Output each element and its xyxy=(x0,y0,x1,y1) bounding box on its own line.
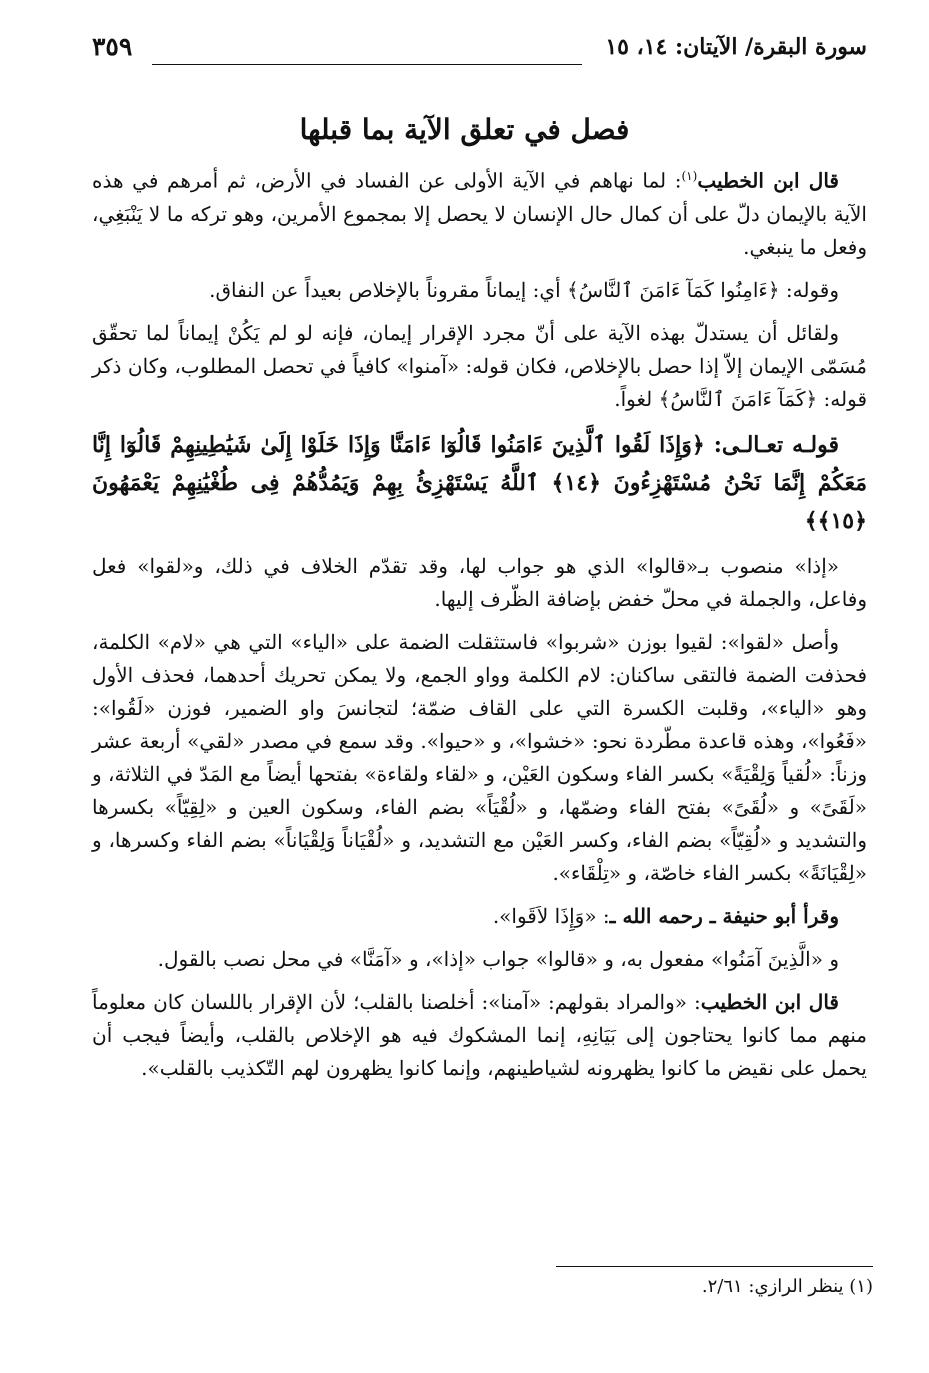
page-header xyxy=(92,30,867,70)
header-rule xyxy=(152,64,582,65)
speaker: قال ابن الخطيب xyxy=(697,168,839,193)
footnote-ref: (١) xyxy=(681,169,698,183)
footnote: (١) ينظر الرازي: ٢/٦١. xyxy=(701,1276,873,1297)
paragraph-text: ولقائل أن يستدلّ بهذه الآية على أنّ مجرد الإقرار إيمان، فإنه لو لم يَكُنْ إيماناً لما تحقّق مُسَمّى الإيمان إلاّ إذا حصل بالإخلاص، فكان قوله: «آمنوا» كافياً في تحصل المطلوب، وكان ذكر قوله: ﴿كَمَآ ءَامَنَ ٱلنَّاسُ﴾ لغواً. xyxy=(92,320,867,411)
paragraph-text: : «والمراد بقولهم: «آمنا»: أخلصنا بالقلب؛ لأن الإقرار باللسان كان معلوماً منهم مما كانوا يحتاجون إلى بَيَانِهِ، إنما المشكوك فيه هو الإخلاص بالقلب، وأيضاً فيجب أن يحمل على نقيض ما كانوا يظهرونه لشياطينهم، وإنما كانوا يظهرون لهم التّكذيب بالقلب». xyxy=(92,989,867,1080)
paragraph xyxy=(92,943,867,976)
paragraph-text: «إذا» منصوب بـ«قالوا» الذي هو جواب لها، وقد تقدّم الخلاف في ذلك، و«لقوا» فعل وفاعل، والجملة في محلّ خفض بإضافة الظّرف إليها. xyxy=(92,553,867,611)
speaker: قال ابن الخطيب xyxy=(700,989,839,1014)
paragraph xyxy=(92,274,867,307)
paragraph xyxy=(92,160,867,264)
footnote-rule xyxy=(556,1266,873,1267)
paragraph xyxy=(92,317,867,416)
paragraph xyxy=(92,550,867,616)
speaker: وقرأ أبو حنيفة ـ رحمه الله ـ xyxy=(609,903,839,928)
paragraph xyxy=(92,626,867,890)
paragraph xyxy=(92,986,867,1085)
paragraph-text: وقوله: ﴿ءَامِنُوا كَمَآ ءَامَنَ ٱلنَّاسُ﴾ أي: إيماناً مقروناً بالإخلاص بعيداً عن النفاق. xyxy=(209,277,839,302)
paragraph-text: : «وَإِذَا لاَقَوا». xyxy=(492,903,610,928)
page-number: ٣٥٩ xyxy=(92,32,133,61)
paragraph xyxy=(92,900,867,933)
running-title: سورة البقرة/ الآيتان: ١٤، ١٥ xyxy=(605,34,867,60)
body-text xyxy=(92,160,867,1095)
verse-text: قولـه تعـالـى: ﴿وَإِذَا لَقُوا ٱلَّذِينَ ءَامَنُوا قَالُوٓا ءَامَنَّا وَإِذَا خَلَوْا إِلَىٰ شَيَٰطِينِهِمْ قَالُوٓا إِنَّا مَعَكُمْ إِنَّمَا نَحْنُ مُسْتَهْزِءُونَ ﴿١٤﴾ ٱللَّهُ يَسْتَهْزِئُ بِهِمْ وَيَمُدُّهُمْ فِى طُغْيَٰنِهِمْ يَعْمَهُونَ ﴿١٥﴾﴾ xyxy=(92,431,867,534)
paragraph-text: : لما نهاهم في الآية الأولى عن الفساد في الأرض، ثم أمرهم في هذه الآية بالإيمان دلّ على أن كمال حال الإنسان لا يحصل إلا بمجموع الأمرين، وهو تركه ما لا يَنْبَغِي، وفعل ما ينبغي. xyxy=(92,168,867,259)
paragraph-text: و «الَّذِينَ آمَنُوا» مفعول به، و «قالوا» جواب «إذا»، و «آمَنَّا» في محل نصب بالقول. xyxy=(157,946,839,971)
paragraph-text: وأصل «لقوا»: لقيوا بوزن «شربوا» فاستثقلت الضمة على «الياء» التي هي «لام» الكلمة، فحذفت الضمة فالتقى ساكنان: لام الكلمة وواو الجمع، ولا يمكن تحريك أحدهما، فحذف الأول وهو «الياء»، وقلبت الكسرة التي على القاف ضمّة؛ لتجانسَ واو الضمير، فوزن «لَقُوا»: «فَعُوا»، وهذه قاعدة مطّردة نحو: «خشوا»، و «حيوا». وقد سمع في مصدر «لقي» أربعة عشر وزناً: «لُقياً وَلِقْيَةً» بكسر الفاء وسكون العَيْن، و «لقاء ولقاءة» بفتحها أيضاً مع المَدّ في الثلاثة، و «لَقَىً» و «لُقَىً» بفتح الفاء وضمّها، و «لُقْيَاً» بضم الفاء، وسكون العين و «لِقِيّاً» بكسرها والتشديد و «لُقِيّاً» بضم الفاء، وكسر العَيْن مع التشديد، و «لُقْيَاناً وَلِقْيَاناً» بضم الفاء وكسرها، و «لِقْيَانَةً» بكسر الفاء خاصّة، و «تِلْقَاء». xyxy=(92,629,867,885)
section-title: فصل في تعلق الآية بما قبلها xyxy=(299,113,630,146)
quran-verse xyxy=(92,426,867,540)
